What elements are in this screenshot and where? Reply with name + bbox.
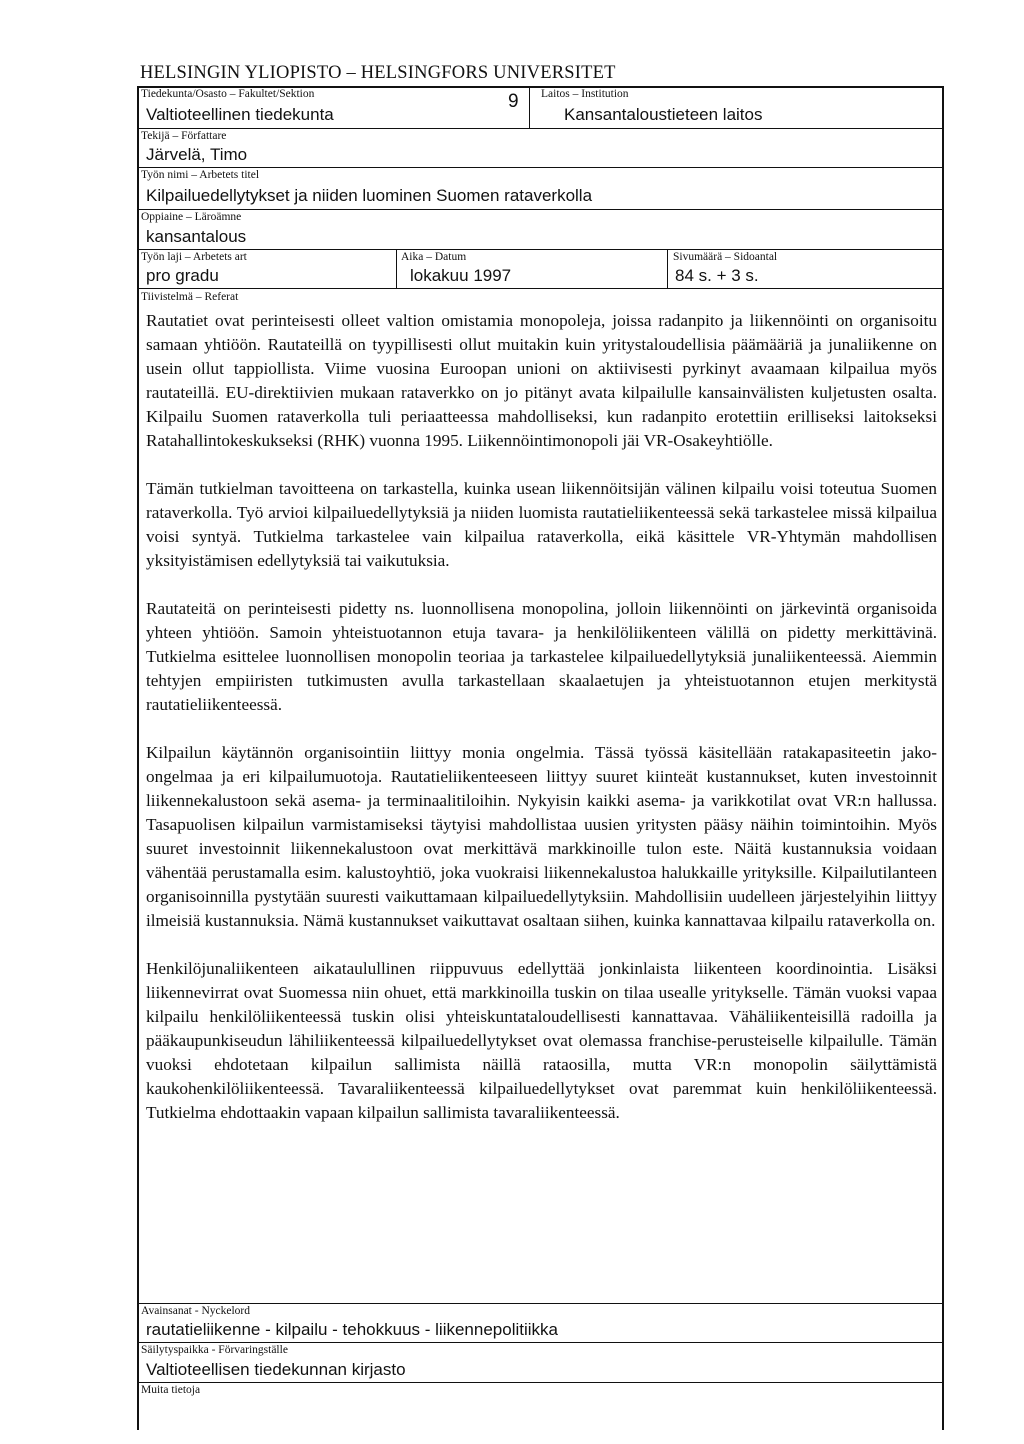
work-type-label: Työn laji – Arbetets art [141,251,247,263]
faculty-value: Valtioteellinen tiedekunta [146,105,334,124]
subject-label: Oppiaine – Läroämne [141,211,242,223]
department-label: Laitos – Institution [541,88,629,100]
author-label: Tekijä – Författare [141,130,227,142]
divider [667,249,668,288]
abstract-body [146,309,937,1125]
divider [137,167,944,168]
handwritten-mark: 9 [508,91,519,112]
divider [137,1303,944,1304]
date-label: Aika – Datum [401,251,467,263]
abstract-paragraph: Tämän tutkielman tavoitteena on tarkastella, kuinka usean liikennöitsijän välinen kilpailu voisi toteutua Suomen rataverkolla. Työ arvioi kilpailuedellytyksiä ja niiden luomista rautatieliikenteessä sekä tarkastelee missä kilpailua voisi syntyä. Tutkielma tarkastelee vain kilpailua rataverkolla, eikä käsittele VR-Yhtymän mahdollisen yksityistämisen edellytyksiä tai vaikutuksia. [146,479,937,570]
divider [137,1342,944,1343]
work-title-value: Kilpailuedellytykset ja niiden luominen Suomen rataverkolla [146,186,593,205]
author-value: Järvelä, Timo [146,145,248,164]
divider [396,249,397,288]
divider [137,209,944,210]
abstract-paragraph: Henkilöjunaliikenteen aikataulullinen riippuvuus edellyttää jonkinlaista liikenteen koordinointia. Lisäksi liikennevirrat ovat Suomessa niin ohuet, että markkinoilla tuskin on tilaa usealle yritykselle. Tämän vuoksi vapaa kilpailu henkilöliikenteessä tuskin olisi yhteiskuntataloudellisesti kannattavaa. Vähäliikenteisillä radoilla ja pääkaupunkiseudun lähiliikenteessä kilpailuedellytykset ovat olemassa franchise-perusteiselle kilpailulle. Tämän vuoksi ehdotetaan kilpailun sallimista näillä rataosilla, mutta VR:n monopolin säilyttämistä kaukohenkilöliikenteessä. Tavaraliikenteessä kilpailuedellytykset ovat paremmat kuin henkilöliikenteessä. Tutkielma ehdottaakin vapaan kilpailun sallimista tavaraliikenteessä. [146,959,937,1122]
date-value: lokakuu 1997 [410,266,512,285]
university-header: HELSINGIN YLIOPISTO – HELSINGFORS UNIVERSITET [140,63,616,83]
department-value: Kansantaloustieteen laitos [564,105,763,124]
divider [137,1382,944,1383]
faculty-label: Tiedekunta/Osasto – Fakultet/Sektion [141,88,315,100]
keywords-label: Avainsanat - Nyckelord [141,1305,250,1317]
keywords-value: rautatieliikenne - kilpailu - tehokkuus - liikennepolitiikka [146,1320,558,1339]
divider [529,86,530,128]
divider [137,288,944,289]
work-title-label: Työn nimi – Arbetets titel [141,169,260,181]
divider [137,249,944,250]
work-type-value: pro gradu [146,266,219,285]
other-info-label: Muita tietoja [141,1384,201,1396]
storage-label: Säilytyspaikka - Förvaringställe [141,1344,288,1356]
subject-value: kansantalous [146,227,247,246]
abstract-paragraph: Rautatiet ovat perinteisesti olleet valtion omistamia monopoleja, joissa radanpito ja liikennöinti on organisoitu samaan yhtiöön. Rautateillä on tyypillisesti ollut muitakin kuin yritystaloudellisia päämääriä ja junaliikenne on usein ollut tappiollista. Viime vuosina Euroopan unioni on aktiivisesti pyrkinyt avaamaan kilpailua myös rautateillä. EU-direktiivien mukaan rataverkko on jo pitänyt avata kilpailulle kansainvälisten kuljetusten osalta. Kilpailu Suomen rataverkolla tuli periaatteessa mahdolliseksi, kun radanpito erotettiin erilliseksi laitokseksi Ratahallintokeskukseksi (RHK) vuonna 1995. Liikennöintimonopoli jäi VR-Osakeyhtiölle. [146,311,937,450]
pages-value: 84 s. + 3 s. [675,266,759,285]
abstract-paragraph: Rautateitä on perinteisesti pidetty ns. luonnollisena monopolina, jolloin liikennöinti on järkevintä organisoida yhteen yhtiöön. Samoin yhteistuotannon etuja tavara- ja henkilöliikenteen välillä on pidetty merkittävinä. Tutkielma esittelee luonnollisen monopolin teoriaa ja tarkastelee kilpailuedellytyksiä junaliikenteessä. Aiemmin tehtyjen empiiristen tutkimusten avulla tarkastellaan skaalaetujen ja yhteistuotannon etujen merkitystä rautatieliikenteessä. [146,599,937,714]
storage-value: Valtioteellisen tiedekunnan kirjasto [146,1360,406,1379]
abstract-label: Tiivistelmä – Referat [141,291,239,303]
pages-label: Sivumäärä – Sidoantal [673,251,778,263]
abstract-paragraph: Kilpailun käytännön organisointiin liittyy monia ongelmia. Tässä työssä käsitellään ratakapasiteetin jako-ongelmaa ja eri kilpailumuotoja. Rautatieliikenteeseen liittyy suuret kiinteät kustannukset, kuten investoinnit liikennekalustoon sekä asema- ja terminaalitiloihin. Nykyisin kaikki asema- ja varikkotilat ovat VR:n hallussa. Tasapuolisen kilpailun varmistamiseksi täytyisi mahdollistaa uusien yritysten pääsy näihin toimintoihin. Myös suuret investoinnit liikennekalustoon ovat merkittävä markkinoille tulon este. Näitä kustannuksia voidaan vähentää perustamalla esim. kalustoyhtiö, joka vuokraisi liikennekalustoa halukkaille yrityksille. Kilpailutilanteen organisoinnilla pystytään suuresti vaikuttamaan kilpailuedellytyksiin. Mahdollisiin uudelleen järjestelyihin liittyy ilmeisiä kustannuksia. Nämä kustannukset vaikuttavat osaltaan siihen, kuinka kannattavaa kilpailu rataverkolla on. [146,743,937,930]
divider [137,128,944,129]
